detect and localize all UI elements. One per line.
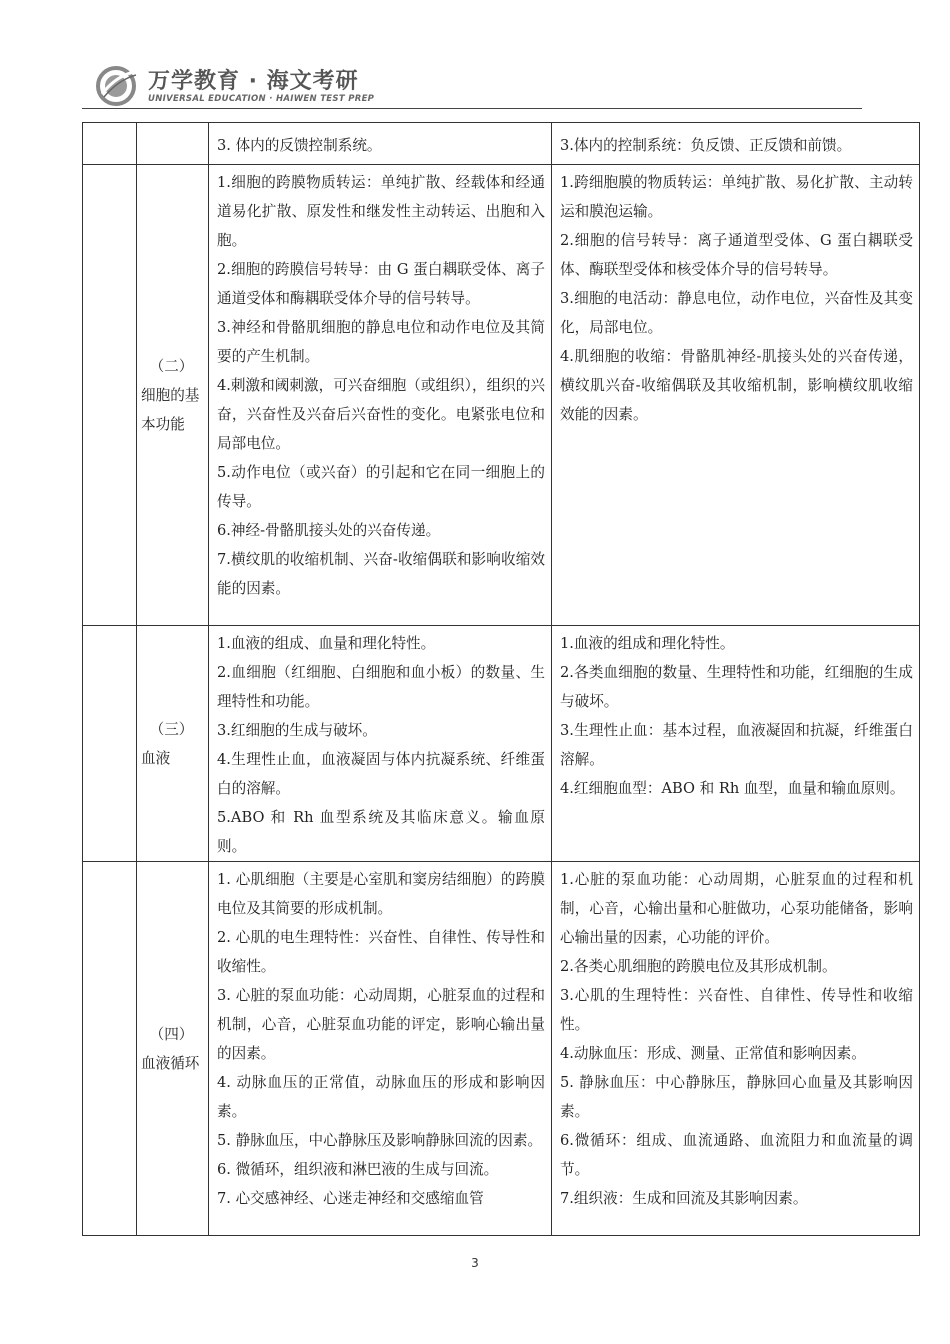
list-item: 4.刺激和阈刺激，可兴奋细胞（或组织），组织的兴奋，兴奋性及兴奋后兴奋性的变化。电紧张电位和局部电位。 [217,377,545,452]
list-item: 7.组织液：生成和回流及其影响因素。 [560,1190,808,1207]
list-item: 6.微循环：组成、血流通路、血流阻力和血流量的调节。 [560,1132,913,1178]
section-number: （二） [149,357,194,375]
list-item: 5. 静脉血压，中心静脉压及影响静脉回流的因素。 [217,1132,543,1149]
brand-name-cn: 万学教育 · 海文考研 [148,69,359,94]
header-divider [82,108,862,109]
list-item: 4.红细胞血型：ABO 和 Rh 血型，血量和输血原则。 [560,780,905,797]
list-item: 7. 心交感神经、心迷走神经和交感缩血管 [217,1190,484,1207]
list-item: 4.生理性止血，血液凝固与体内抗凝系统、纤维蛋白的溶解。 [217,751,545,797]
section-cell [137,123,209,165]
category-cell [83,862,137,1236]
outline-cell [209,165,552,626]
list-item: 5.ABO 和 Rh 血型系统及其临床意义。输血原则。 [217,809,545,855]
outline-cell [209,862,552,1236]
list-item: 3. 体内的反馈控制系统。 [217,136,382,154]
list-item: 3.生理性止血：基本过程，血液凝固和抗凝，纤维蛋白溶解。 [560,722,913,768]
section-title: 血液循环 [141,1054,200,1072]
section-cell [137,165,209,626]
list-item: 4.动脉血压：形成、测量、正常值和影响因素。 [560,1045,866,1062]
requirements-cell [552,862,920,1236]
list-item: 2.细胞的信号转导：离子通道型受体、G 蛋白耦联受体、酶联型受体和核受体介导的信号转导。 [560,232,913,278]
section-cell [137,862,209,1236]
table-row [83,862,920,1236]
list-item: 4. 动脉血压的正常值，动脉血压的形成和影响因素。 [217,1074,545,1120]
list-item: 1.心脏的泵血功能：心动周期，心脏泵血的过程和机制，心音，心输出量和心脏做功，心泵功能储备，影响心输出量的因素，心功能的评价。 [560,871,913,946]
requirements-cell [552,165,920,626]
brand-name-en: UNIVERSAL EDUCATION · HAIWEN TEST PREP [148,94,375,104]
list-item: 5. 静脉血压：中心静脉压，静脉回心血量及其影响因素。 [560,1074,913,1120]
list-item: 2.细胞的跨膜信号转导：由 G 蛋白耦联受体、离子通道受体和酶耦联受体介导的信号转导。 [217,261,545,307]
list-item: 3.细胞的电活动：静息电位，动作电位，兴奋性及其变化，局部电位。 [560,290,913,336]
category-cell [83,165,137,626]
syllabus-table [82,122,920,1236]
page-number: 3 [471,1256,479,1270]
section-number: （四） [149,1025,194,1043]
list-item: 3.神经和骨骼肌细胞的静息电位和动作电位及其简要的产生机制。 [217,319,545,365]
outline-cell [209,626,552,862]
list-item: 2. 心肌的电生理特性：兴奋性、自律性、传导性和收缩性。 [217,929,545,975]
category-cell [83,626,137,862]
list-item: 2.血细胞（红细胞、白细胞和血小板）的数量、生理特性和功能。 [217,664,545,710]
section-number: （三） [149,720,194,738]
list-item: 1.血液的组成和理化特性。 [560,635,735,652]
list-item: 1.跨细胞膜的物质转运：单纯扩散、易化扩散、主动转运和膜泡运输。 [560,174,913,220]
section-cell [137,626,209,862]
section-title: 细胞的基本功能 [141,386,200,433]
list-item: 2.各类心肌细胞的跨膜电位及其形成机制。 [560,958,837,975]
list-item: 1. 心肌细胞（主要是心室肌和窦房结细胞）的跨膜电位及其简要的形成机制。 [217,871,545,917]
page-header [82,58,862,112]
section-title: 血液 [141,749,171,767]
brand-logo-icon [94,64,140,106]
list-item: 4.肌细胞的收缩：骨骼肌神经-肌接头处的兴奋传递，横纹肌兴奋-收缩偶联及其收缩机制，影响横纹肌收缩效能的因素。 [560,348,913,423]
list-item: 2.各类血细胞的数量、生理特性和功能，红细胞的生成与破坏。 [560,664,913,710]
list-item: 3.心肌的生理特性：兴奋性、自律性、传导性和收缩性。 [560,987,913,1033]
list-item: 3. 心脏的泵血功能：心动周期，心脏泵血的过程和机制，心音，心脏泵血功能的评定，影响心输出量的因素。 [217,987,545,1062]
list-item: 6.神经-骨骼肌接头处的兴奋传递。 [217,522,441,539]
list-item: 1.血液的组成、血量和理化特性。 [217,635,436,652]
table-row [83,123,920,165]
table-row [83,165,920,626]
list-item: 6. 微循环，组织液和淋巴液的生成与回流。 [217,1161,499,1178]
requirements-cell [552,123,920,165]
requirements-cell [552,626,920,862]
table-row [83,626,920,862]
list-item: 7.横纹肌的收缩机制、兴奋-收缩偶联和影响收缩效能的因素。 [217,551,545,597]
outline-cell [209,123,552,165]
list-item: 1.细胞的跨膜物质转运：单纯扩散、经载体和经通道易化扩散、原发性和继发性主动转运、出胞和入胞。 [217,174,545,249]
list-item: 3.红细胞的生成与破坏。 [217,722,377,739]
list-item: 5.动作电位（或兴奋）的引起和它在同一细胞上的传导。 [217,464,545,510]
category-cell [83,123,137,165]
list-item: 3.体内的控制系统：负反馈、正反馈和前馈。 [560,136,852,154]
